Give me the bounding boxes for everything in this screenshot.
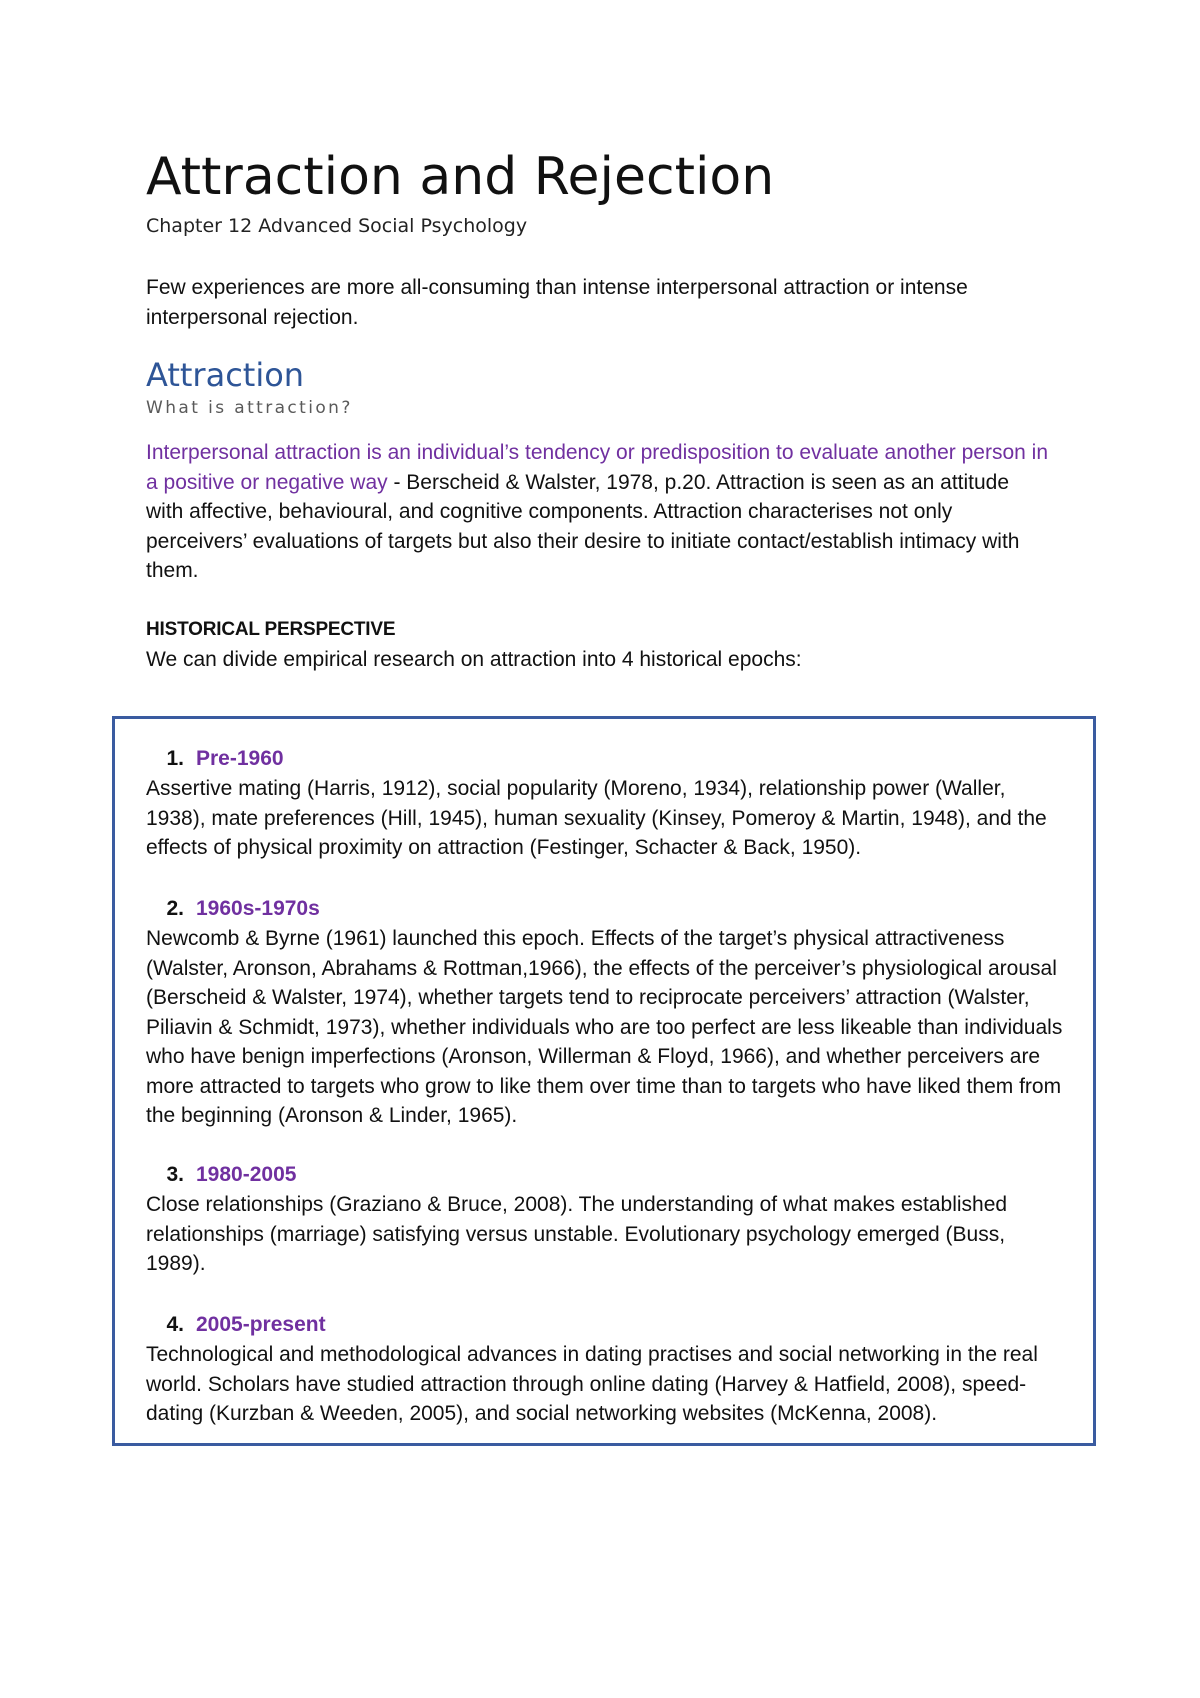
subheading-what-is-attraction: What is attraction? (146, 398, 353, 418)
epoch-number: 2. (166, 897, 184, 920)
epoch-label: 1960s-1970s (196, 897, 320, 920)
epoch-number: 1. (166, 747, 184, 770)
epoch-description: Assertive mating (Harris, 1912), social popularity (Moreno, 1934), relationship power (Waller, 1938), mate preferences (Hill, 1945), human sexuality (Kinsey, Pomeroy & Martin, 1948), and the effects of physical proximity on attraction (Festinger, Schacter & Back, 1950). (146, 777, 1047, 859)
definition-rest: - Berscheid & Walster, 1978, p.20. Attraction is seen as an attitude with affective, behavioural, and cognitive components. Attraction characterises not only perceivers’ evaluations of targets but also their desire to initiate contact/establish intimacy with them. (146, 470, 1020, 582)
epoch-item-2 (146, 894, 1066, 1131)
epoch-item-1 (146, 744, 1066, 863)
document-title: Attraction and Rejection (146, 147, 775, 207)
historical-intro: We can divide empirical research on attraction into 4 historical epochs: (146, 648, 802, 671)
historical-perspective-heading: HISTORICAL PERSPECTIVE (146, 619, 396, 640)
epoch-number: 4. (166, 1313, 184, 1336)
epoch-item-3 (146, 1160, 1066, 1279)
epoch-heading (146, 1310, 1066, 1340)
epochs-box (112, 716, 1096, 1446)
definition-paragraph (146, 438, 1051, 586)
epoch-description: Newcomb & Byrne (1961) launched this epoch. Effects of the target’s physical attractiveness (Walster, Aronson, Abrahams & Rottman,1966), the effects of the perceiver’s physiological arousal (Berscheid & Walster, 1974), whether targets tend to reciprocate perceivers’ attraction (Walster, Piliavin & Schmidt, 1973), whether individuals who are too perfect are less likeable than individuals who have benign imperfections (Aronson, Willerman & Floyd, 1966), and whether perceivers are more attracted to targets who grow to like them over time than to targets who have liked them from the beginning (Aronson & Linder, 1965). (146, 927, 1063, 1127)
epoch-label: 1980-2005 (196, 1163, 297, 1186)
epoch-heading (146, 894, 1066, 924)
epoch-heading (146, 1160, 1066, 1190)
epoch-item-4 (146, 1310, 1066, 1429)
epoch-label: Pre-1960 (196, 747, 284, 770)
document-subtitle: Chapter 12 Advanced Social Psychology (146, 215, 528, 237)
epoch-description: Close relationships (Graziano & Bruce, 2008). The understanding of what makes established relationships (marriage) satisfying versus unstable. Evolutionary psychology emerged (Buss, 1989). (146, 1193, 1008, 1275)
section-heading-attraction: Attraction (146, 356, 305, 394)
definition-highlight: Interpersonal attraction is an individual’s tendency or predisposition to evaluate another person in a positive or negative way (146, 441, 1049, 494)
epoch-heading (146, 744, 1066, 774)
epoch-number: 3. (166, 1163, 184, 1186)
intro-paragraph: Few experiences are more all-consuming than intense interpersonal attraction or intense interpersonal rejection. (146, 276, 968, 329)
epoch-description: Technological and methodological advances in dating practises and social networking in the real world. Scholars have studied attraction through online dating (Harvey & Hatfield, 2008), speed-dating (Kurzban & Weeden, 2005), and social networking websites (McKenna, 2008). (146, 1343, 1038, 1425)
epoch-label: 2005-present (196, 1313, 326, 1336)
